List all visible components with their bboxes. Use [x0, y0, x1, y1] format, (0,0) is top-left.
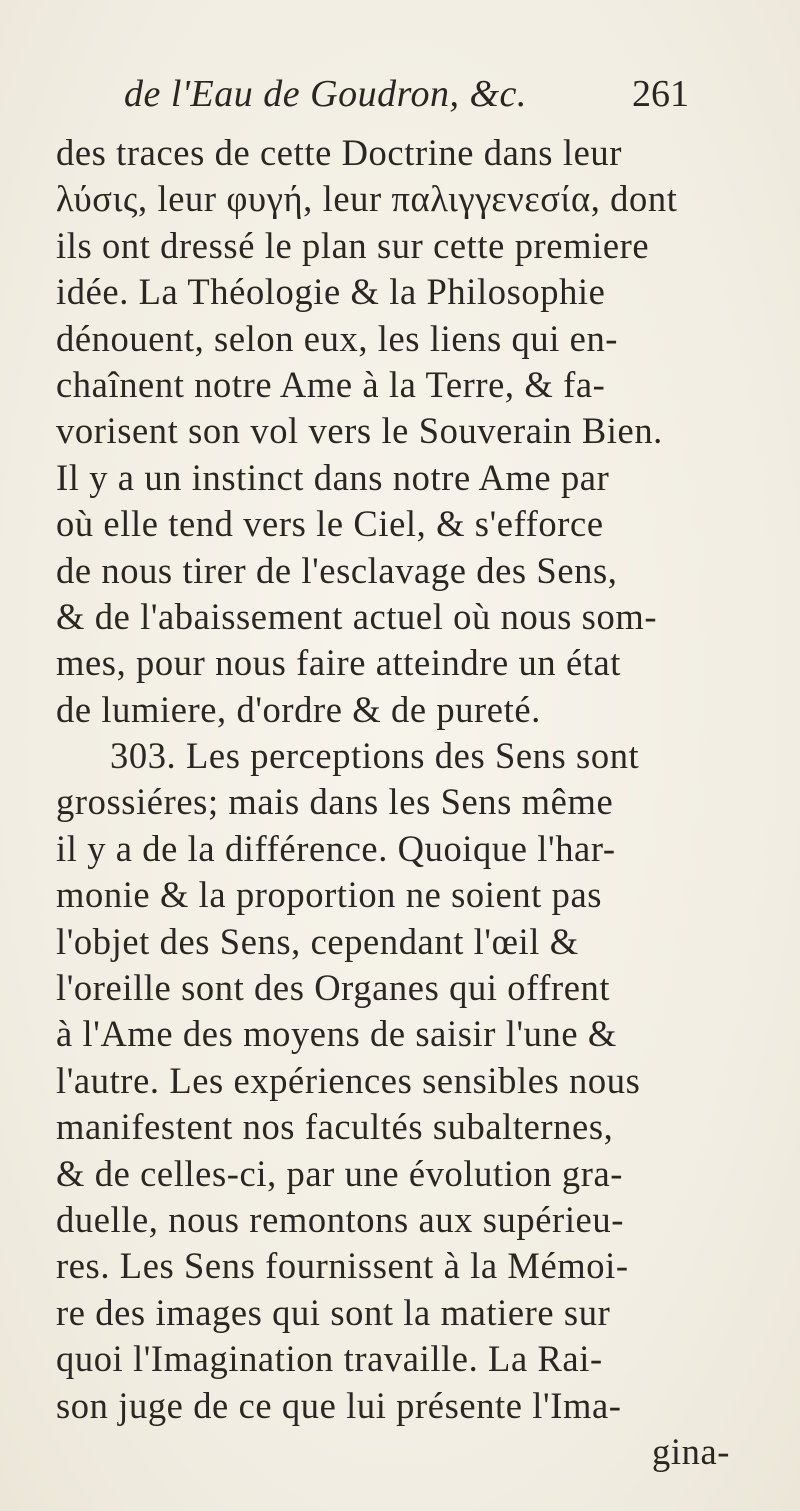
text-line: vorisent son vol vers le Souverain Bien. [56, 410, 663, 452]
text-line: idée. La Théologie & la Philosophie [56, 271, 606, 313]
text-line: l'autre. Les expériences sensibles nous [56, 1059, 641, 1101]
text-line: re des images qui sont la matiere sur [56, 1291, 611, 1333]
text-line: de nous tirer de l'esclavage des Sens, [56, 549, 618, 591]
text-line: quoi l'Imagination travaille. La Rai- [56, 1338, 603, 1380]
text-line: il y a de la différence. Quoique l'har- [56, 827, 616, 869]
text-line: mes, pour nous faire atteindre un état [56, 642, 622, 684]
running-head-title: de l'Eau de Goudron, &c. [124, 73, 527, 115]
body-text [56, 130, 756, 1475]
text-line: où elle tend vers le Ciel, & s'efforce [56, 503, 604, 545]
paragraph-start-line: 303. Les perceptions des Sens sont [110, 735, 640, 777]
text-line: dénouent, selon eux, les liens qui en- [56, 317, 619, 359]
text-line: de lumiere, d'ordre & de pureté. [56, 688, 541, 730]
text-line: l'objet des Sens, cependant l'œil & [56, 920, 579, 962]
text-line: grossiéres; mais dans les Sens même [56, 781, 614, 823]
text-line: duelle, nous remontons aux supérieu- [56, 1198, 624, 1240]
text-line: l'oreille sont des Organes qui offrent [56, 967, 611, 1009]
text-line: & de celles-ci, par une évolution gra- [56, 1152, 624, 1194]
text-line: monie & la proportion ne soient pas [56, 874, 603, 916]
text-line: chaînent notre Ame à la Terre, & fa- [56, 363, 606, 405]
text-line: à l'Ame des moyens de saisir l'une & [56, 1013, 617, 1055]
text-line: ils ont dressé le plan sur cette premiere [56, 224, 650, 266]
page-number: 261 [632, 73, 689, 115]
text-line: λύσις, leur φυγή, leur παλιγγενεσία, dont [56, 178, 678, 220]
page-header [0, 68, 800, 128]
text-line: Il y a un instinct dans notre Ame par [56, 456, 610, 498]
text-line: son juge de ce que lui présente l'Ima- [56, 1384, 622, 1426]
text-line: res. Les Sens fournissent à la Mémoi- [56, 1245, 629, 1287]
text-line: des traces de cette Doctrine dans leur [56, 132, 622, 173]
catchword: gina- [652, 1430, 730, 1472]
text-line: manifestent nos facultés subalternes, [56, 1106, 614, 1148]
text-line: & de l'abaissement actuel où nous som- [56, 595, 658, 637]
